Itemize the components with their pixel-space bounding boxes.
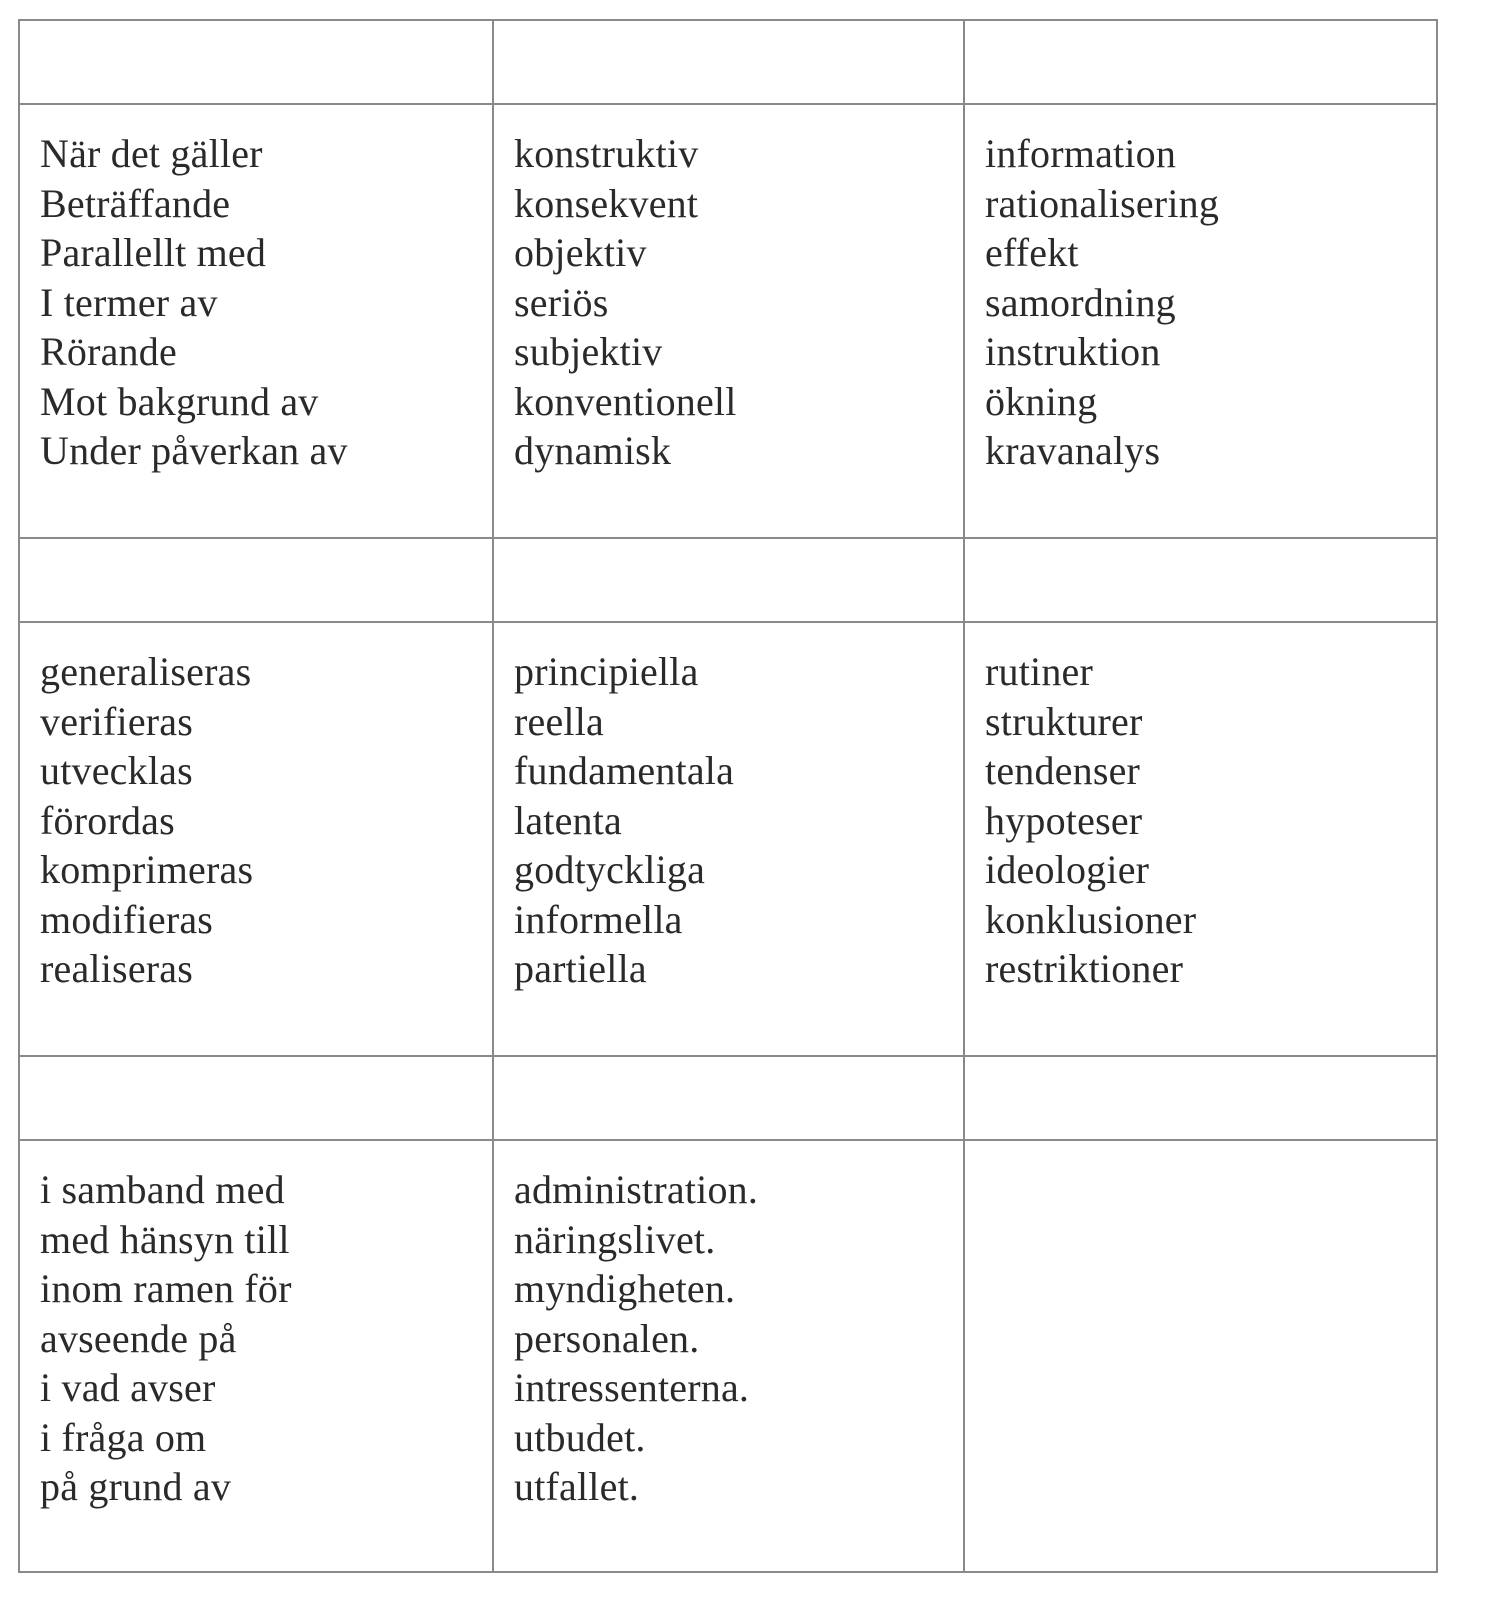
section-3-column-1 <box>19 1140 493 1572</box>
word-item: objektiv <box>514 230 647 275</box>
word-item: rutiner <box>985 649 1094 694</box>
section-1-header-cell-1 <box>19 20 493 104</box>
word-item: realiseras <box>40 946 194 991</box>
word-item: personalen. <box>514 1315 700 1361</box>
word-item: Under påverkan av <box>40 428 348 473</box>
word-item: komprimeras <box>40 847 254 892</box>
word-item: inom ramen för <box>40 1266 292 1311</box>
section-2-column-2 <box>493 622 964 1056</box>
word-item: på grund av <box>40 1464 232 1509</box>
word-item: i vad avser <box>40 1365 216 1410</box>
phrase-table <box>18 19 1438 1573</box>
word-item: administration. <box>514 1167 759 1212</box>
section-2-header-cell-2 <box>493 538 964 622</box>
word-item: När det gäller <box>40 131 263 176</box>
word-item: näringslivet. <box>514 1216 716 1262</box>
word-item: hypoteser <box>985 797 1143 843</box>
word-item: information <box>985 131 1177 176</box>
section-2-column-1 <box>19 622 493 1056</box>
word-item: utbudet. <box>514 1414 646 1460</box>
word-item: partiella <box>514 946 647 991</box>
word-item: principiella <box>514 649 699 694</box>
word-item: Mot bakgrund av <box>40 378 319 424</box>
word-item: seriös <box>514 279 609 325</box>
word-item: generaliseras <box>40 649 252 694</box>
word-item: intressenterna. <box>514 1365 750 1410</box>
section-2-header-cell-3 <box>964 538 1437 622</box>
word-item: i fråga om <box>40 1414 207 1460</box>
section-3-header-cell-2 <box>493 1056 964 1140</box>
word-item: förordas <box>40 797 175 843</box>
word-item: informella <box>514 896 683 942</box>
word-list <box>20 105 492 476</box>
section-3-header-cell-1 <box>19 1056 493 1140</box>
word-item: Rörande <box>40 329 177 374</box>
word-item: myndigheten. <box>514 1266 736 1311</box>
section-1-header-cell-3 <box>964 20 1437 104</box>
word-item: utvecklas <box>40 748 193 793</box>
section-3-column-2 <box>493 1140 964 1572</box>
section-2-header-cell-1 <box>19 538 493 622</box>
word-list <box>965 1141 1436 1165</box>
section-3-header-row <box>19 1056 1437 1140</box>
word-list <box>965 105 1436 476</box>
word-item: konstruktiv <box>514 131 699 176</box>
word-item: avseende på <box>40 1315 237 1361</box>
word-item: rationalisering <box>985 180 1220 226</box>
word-item: I termer av <box>40 279 218 325</box>
section-1-header-row <box>19 20 1437 104</box>
word-item: subjektiv <box>514 329 663 374</box>
word-list <box>494 623 963 994</box>
word-item: effekt <box>985 230 1079 275</box>
section-1-column-1 <box>19 104 493 538</box>
word-item: utfallet. <box>514 1464 640 1509</box>
section-2-words-row <box>19 622 1437 1056</box>
section-2-column-3 <box>964 622 1437 1056</box>
section-1-header-cell-2 <box>493 20 964 104</box>
word-item: Parallellt med <box>40 230 267 275</box>
section-3-column-3 <box>964 1140 1437 1572</box>
word-item: strukturer <box>985 698 1143 744</box>
word-item: modifieras <box>40 896 214 942</box>
word-item: instruktion <box>985 329 1161 374</box>
word-item: verifieras <box>40 698 194 744</box>
word-item: reella <box>514 698 605 744</box>
section-3-header-cell-3 <box>964 1056 1437 1140</box>
word-item: dynamisk <box>514 428 672 473</box>
word-item: samordning <box>985 279 1176 325</box>
word-item: konventionell <box>514 378 737 424</box>
section-1-column-3 <box>964 104 1437 538</box>
section-1-column-2 <box>493 104 964 538</box>
word-item: latenta <box>514 797 623 843</box>
section-1-words-row <box>19 104 1437 538</box>
word-item: tendenser <box>985 748 1141 793</box>
word-list <box>494 105 963 476</box>
word-item: med hänsyn till <box>40 1216 290 1262</box>
word-list <box>494 1141 963 1512</box>
word-item: i samband med <box>40 1167 285 1212</box>
section-2-header-row <box>19 538 1437 622</box>
section-3-words-row <box>19 1140 1437 1572</box>
word-item: ökning <box>985 378 1098 424</box>
word-item: restriktioner <box>985 946 1184 991</box>
word-item: fundamentala <box>514 748 735 793</box>
word-item: konklusioner <box>985 896 1197 942</box>
word-list <box>965 623 1436 994</box>
word-list <box>20 623 492 994</box>
word-item: Beträffande <box>40 180 231 226</box>
word-item: godtyckliga <box>514 847 706 892</box>
word-list <box>20 1141 492 1512</box>
word-item: kravanalys <box>985 428 1161 473</box>
word-item: konsekvent <box>514 180 699 226</box>
word-item: ideologier <box>985 847 1150 892</box>
